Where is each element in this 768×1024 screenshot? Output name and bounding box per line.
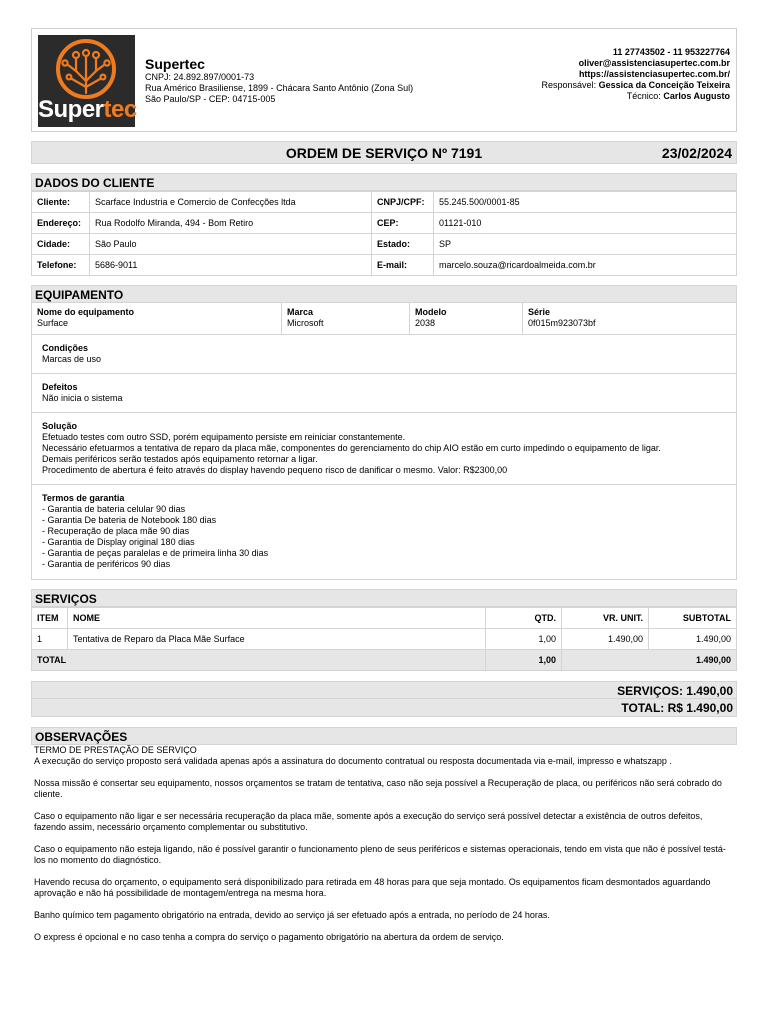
observations-section-title: OBSERVAÇÕES [31,727,737,745]
telefone-label: Telefone: [32,255,90,276]
observations-text [31,745,737,943]
equipment-name-label: Nome do equipamento [37,307,135,317]
summary-total: TOTAL: R$ 1.490,00 [31,699,737,717]
total-label: TOTAL [32,650,486,671]
warranty-line: - Garantia de periféricos 90 dias [42,559,171,569]
equipment-serial-value: 0f015m923073bf [528,318,596,328]
warranty-line: - Garantia De bateria de Notebook 180 dias [42,515,217,525]
row-qtd: 1,00 [486,629,562,650]
equipment-name-cell [32,303,282,334]
defects-label: Defeitos [42,382,78,392]
solution-line: Efetuado testes com outro SSD, porém equipamento persiste em reiniciar constantemente. [42,432,406,442]
company-info [145,56,413,105]
logo-word-tec: tec [103,96,137,123]
warranty-line: - Garantia de bateria celular 90 dias [42,504,186,514]
summary-services: SERVIÇOS: 1.490,00 [31,681,737,699]
table-header-row [32,608,737,629]
equipment-serial-label: Série [528,307,551,317]
observation-paragraph: A execução do serviço proposto será validada apenas após a assinatura do documento contratual ou resposta documentada via e-mail, impresso e whatszapp . [34,756,672,766]
client-section [31,173,737,276]
company-city: São Paulo/SP - CEP: 04715-005 [145,94,276,104]
company-name: Supertec [145,56,205,72]
table-total-row [32,650,737,671]
endereco-value: Rua Rodolfo Miranda, 494 - Bom Retiro [90,213,372,234]
contact-phones: 11 27743502 - 11 953227764 [612,47,730,57]
equipment-brand-label: Marca [287,307,314,317]
table-row [32,255,737,276]
col-subtotal: SUBTOTAL [649,608,737,629]
table-row [32,629,737,650]
services-table [31,607,737,671]
solution-line: Procedimento de abertura é feito através do display havendo pequeno risco de danificar o mesmo. Valor: R$2300,00 [42,465,508,475]
header [31,28,737,132]
client-section-title: DADOS DO CLIENTE [31,173,737,191]
summary-section [31,681,737,717]
company-address: Rua Américo Brasiliense, 1899 - Chácara Santo Antônio (Zona Sul) [145,83,414,93]
defects-value: Não inicia o sistema [42,393,123,403]
cnpj-value: 55.245.500/0001-85 [434,192,737,213]
col-qtd: QTD. [486,608,562,629]
company-logo [38,35,135,127]
col-item: ITEM [32,608,68,629]
solution-label: Solução [42,421,78,431]
row-nome: Tentativa de Reparo da Placa Mãe Surface [68,629,486,650]
company-cnpj: CNPJ: 24.892.897/0001-73 [145,72,255,82]
services-section [31,589,737,671]
row-item: 1 [32,629,68,650]
total-qtd: 1,00 [486,650,562,671]
conditions-block [32,335,736,374]
equipment-model-cell [410,303,523,334]
solution-line: Demais periféricos serão testados após equipamento retornar a ligar. [42,454,318,464]
conditions-label: Condições [42,343,89,353]
contact-site[interactable]: https://assistenciasupertec.com.br/ [578,69,730,79]
col-vr-unit: VR. UNIT. [562,608,649,629]
order-title-bar [31,141,737,164]
col-nome: NOME [68,608,486,629]
cliente-label: Cliente: [32,192,90,213]
cidade-label: Cidade: [32,234,90,255]
cidade-value: São Paulo [90,234,372,255]
cep-value: 01121-010 [434,213,737,234]
row-subtotal: 1.490,00 [649,629,737,650]
contact-info [530,47,730,102]
warranty-line: - Garantia de peças paralelas e de primeira linha 30 dias [42,548,269,558]
observations-section [31,727,737,943]
cep-label: CEP: [372,213,434,234]
service-order-page [31,28,737,954]
estado-value: SP [434,234,737,255]
equipment-box [31,303,737,580]
equipment-name-value: Surface [37,318,69,328]
equipment-specs-row [32,303,736,335]
order-date: 23/02/2024 [661,145,732,161]
total-value: 1.490,00 [562,650,737,671]
warranty-label: Termos de garantia [42,493,125,503]
warranty-line: - Garantia de Display original 180 dias [42,537,195,547]
observation-paragraph: Caso o equipamento não ligar e ser necessária recuperação da placa mãe, somente após a execução do serviço será possível detectar a existência de outros defeitos, fazendo assim, necessário orçamento complementar ou substitutivo. [34,811,703,832]
solution-line: Necessário efetuarmos a tentativa de reparo da placa mãe, componentes do gerenciamento do chip AIO estão em curto impedindo o equipamento de ligar. [42,443,661,453]
contact-email[interactable]: oliver@assistenciasupertec.com.br [578,58,730,68]
equipment-section [31,285,737,580]
equipment-section-title: EQUIPAMENTO [31,285,737,303]
circuit-icon [38,35,135,105]
observation-paragraph: Havendo recusa do orçamento, o equipamento será disponibilizado para retirada em 48 horas para que seja montado. Os equipamentos ficam desmontados aguardando aprovação e não há possibilidade de montagem/entrega na mesma hora. [34,877,711,898]
order-title: ORDEM DE SERVIÇO Nº 7191 [285,145,483,161]
telefone-value: 5686-9011 [90,255,372,276]
responsavel-label: Responsável: [541,80,597,90]
observation-paragraph: Banho químico tem pagamento obrigatório na entrada, devido ao serviço já ser efetuado após a entrada, no período de 24 horas. [34,910,550,920]
email-label: E-mail: [372,255,434,276]
table-row [32,234,737,255]
logo-word-super: Super [38,96,104,123]
observation-paragraph: O express é opcional e no caso tenha a compra do serviço o pagamento obrigatório na abertura da ordem de serviço. [34,932,504,942]
equipment-model-value: 2038 [415,318,436,328]
warranty-block [32,485,736,579]
logo-wordmark [38,96,135,124]
table-row [32,192,737,213]
row-vr-unit: 1.490,00 [562,629,649,650]
equipment-brand-cell [282,303,410,334]
tecnico-label: Técnico: [626,91,661,101]
warranty-line: - Recuperação de placa mãe 90 dias [42,526,190,536]
equipment-brand-value: Microsoft [287,318,324,328]
email-value[interactable]: marcelo.souza@ricardoalmeida.com.br [434,255,737,276]
cnpj-label: CNPJ/CPF: [372,192,434,213]
tecnico-name: Carlos Augusto [663,91,730,101]
observation-paragraph: TERMO DE PRESTAÇÃO DE SERVIÇO [34,745,197,755]
defects-block [32,374,736,413]
equipment-model-label: Modelo [415,307,447,317]
endereco-label: Endereço: [32,213,90,234]
responsavel-name: Gessica da Conceição Teixeira [598,80,730,90]
services-section-title: SERVIÇOS [31,589,737,607]
table-row [32,213,737,234]
observation-paragraph: Nossa missão é consertar seu equipamento, nossos orçamentos se tratam de tentativa, caso não seja possível a Recuperação de placa, ou periféricos não será cobrado do cliente. [34,778,722,799]
client-table [31,191,737,276]
estado-label: Estado: [372,234,434,255]
cliente-value: Scarface Industria e Comercio de Confecções ltda [90,192,372,213]
solution-block [32,413,736,485]
equipment-serial-cell [523,303,736,334]
conditions-value: Marcas de uso [42,354,102,364]
observation-paragraph: Caso o equipamento não esteja ligando, não é possível garantir o funcionamento pleno de seus periféricos e sistemas operacionais, tendo em vista que não é possível testá-los no momento do diagnóstico. [34,844,726,865]
